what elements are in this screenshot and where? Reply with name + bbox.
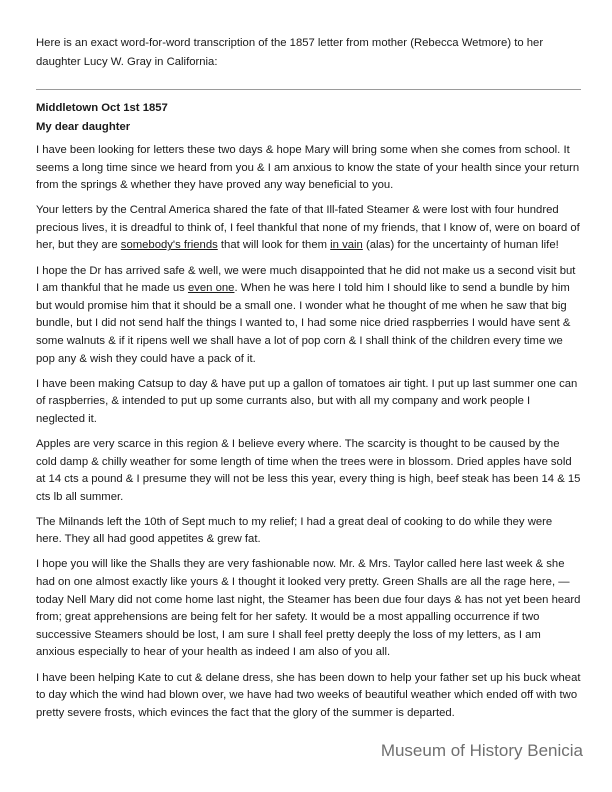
underlined-text: even one <box>187 282 235 295</box>
letter-salutation: My dear daughter <box>36 121 131 133</box>
letter-paragraph: I have been helping Kate to cut & delane dress, she has been down to help your father set up his buck wheat to day which the wind had blown over, we have had two weeks of beautiful weather which ended off with two pretty severe frosts, which evinces the fact that the glory of the summer is departed. <box>36 671 581 719</box>
letter-dateline: Middletown Oct 1st 1857 <box>36 102 168 114</box>
divider <box>36 89 581 90</box>
letter-paragraph: I hope you will like the Shalls they are very fashionable now. Mr. & Mrs. Taylor called here last week & she had on one almost exactly like yours & I thought it looked very pretty. Green Shalls are all the rage here, — today Nell Mary did not come home last night, the Steamer has been due four days & has not yet been heard from; great apprehensions are being felt for her safety. It would be a most appalling occurrence if two successive Steamers should be lost, I am sure I shall feel pretty deeply the loss of my letters, as I am anxious especially to hear of your health as indeed I am also of you all. <box>36 558 581 659</box>
document-page <box>36 34 581 722</box>
letter-paragraph: I have been looking for letters these two days & hope Mary will bring some when she comes from school. It seems a long time since we heard from you & I am anxious to know the state of your health since your return from the springs & whether they have proved any way beneficial to you. <box>36 144 580 192</box>
letter-paragraph: The Milnands left the 10th of Sept much to my relief; I had a great deal of cooking to do while they were here. They all had good appetites & grew fat. <box>36 515 553 546</box>
intro-text: Here is an exact word-for-word transcription of the 1857 letter from mother (Rebecca Wetmore) to her daughter Lucy W. Gray in California: <box>36 37 544 68</box>
letter <box>36 99 581 722</box>
letter-paragraph: Your letters by the Central America shared the fate of that Ill-fated Steamer & were lost with four hundred precious lives, it is dreadful to think of, I feel thankful that none of my friends, that I know of, were on board of her, but they are somebody's friends that will look for them in vain (alas) for the uncertainty of human life! <box>36 204 580 252</box>
letter-paragraph: I have been making Catsup to day & have put up a gallon of tomatoes air tight. I put up last summer one can of raspberries, & intended to put up some currants also, but with all my company and work people I neglected it. <box>36 377 578 425</box>
letter-paragraph: Apples are very scarce in this region & I believe every where. The scarcity is thought to be caused by the cold damp & chilly weather for some length of time when the trees were in blossom. Dried apples have sold at 14 cts a pound & I presume they will not be less this year, every thing is high, beef steak has been 14 & 15 cts lb all summer. <box>36 437 581 503</box>
underlined-text: somebody's friends <box>120 239 218 252</box>
letter-paragraph: I hope the Dr has arrived safe & well, we were much disappointed that he did not make us a second visit but I am thankful that he made us even one. When he was here I told him I should like to send a bundle by him but would promise him that it should be a small one. I wonder what he thought of me when he saw that big bundle, but I did not send half the things I wanted to, I had some nice dried raspberries I would have sent & some walnuts & if it ripens well we shall have a lot of pop corn & I shall think of the children every time we pop any & wish they could have a pack of it. <box>36 264 576 365</box>
museum-watermark: Museum of History Benicia <box>380 741 583 760</box>
underlined-text: in vain <box>330 239 363 252</box>
